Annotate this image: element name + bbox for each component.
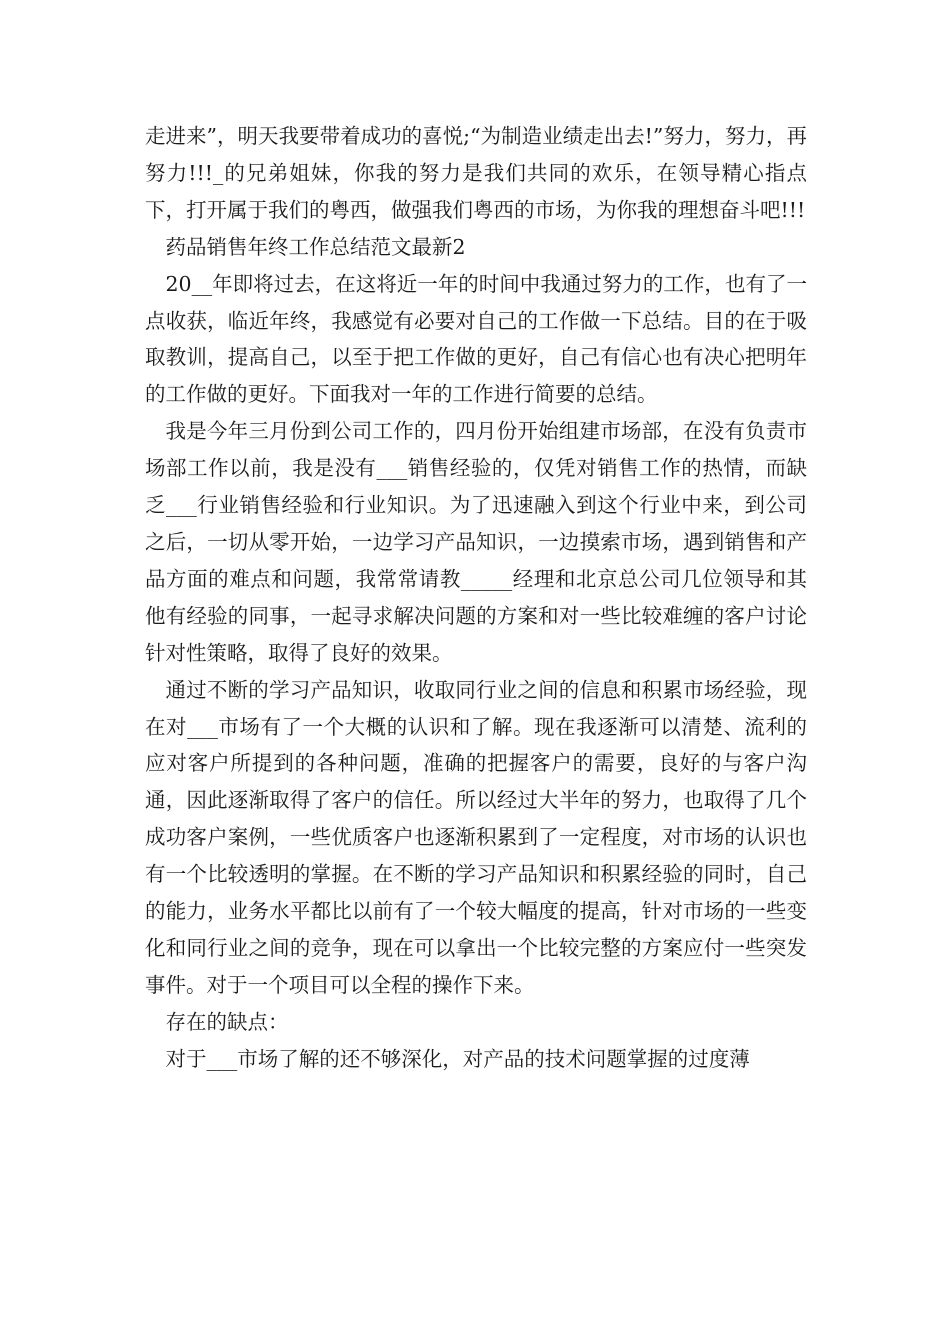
shortcomings-heading: 存在的缺点： [165, 1009, 289, 1034]
paragraph-shortcomings: 对于___市场了解的还不够深化，对产品的技术问题掌握的过度薄 [165, 1046, 750, 1071]
document-page [145, 118, 807, 1078]
section-heading: 药品销售年终工作总结范文最新2 [165, 234, 466, 259]
paragraph-closing-motivation: 走进来”，明天我要带着成功的喜悦;“为制造业绩走出去!”努力，努力，再努力!!!_的兄弟姐妹，你我的努力是我们共同的欢乐，在领导精心指点下，打开属于我们的粤西，做强我们粤西的市场，为你我的理想奋斗吧!!! [145, 124, 807, 222]
paragraph-background: 我是今年三月份到公司工作的，四月份开始组建市场部，在没有负责市场部工作以前，我是没有___销售经验的，仅凭对销售工作的热情，而缺乏___行业销售经验和行业知识。为了迅速融入到这个行业中来，到公司之后，一切从零开始，一边学习产品知识，一边摸索市场，遇到销售和产品方面的难点和问题，我常常请教_____经理和北京总公司几位领导和其他有经验的同事，一起寻求解决问题的方案和对一些比较难缠的客户讨论针对性策略，取得了良好的效果。 [145, 419, 807, 665]
paragraph-progress: 通过不断的学习产品知识，收取同行业之间的信息和积累市场经验，现在对___市场有了一个大概的认识和了解。现在我逐渐可以清楚、流利的应对客户所提到的各种问题，准确的把握客户的需要，良好的与客户沟通，因此逐渐取得了客户的信任。所以经过大半年的努力，也取得了几个成功客户案例，一些优质客户也逐渐积累到了一定程度，对市场的认识也有一个比较透明的掌握。在不断的学习产品知识和积累经验的同时，自己的能力，业务水平都比以前有了一个较大幅度的提高，针对市场的一些变化和同行业之间的竞争，现在可以拿出一个比较完整的方案应付一些突发事件。对于一个项目可以全程的操作下来。 [145, 677, 807, 997]
paragraph-intro: 20__年即将过去，在这将近一年的时间中我通过努力的工作，也有了一点收获，临近年终，我感觉有必要对自己的工作做一下总结。目的在于吸取教训，提高自己，以至于把工作做的更好，自己有信心也有决心把明年的工作做的更好。下面我对一年的工作进行简要的总结。 [145, 271, 807, 407]
